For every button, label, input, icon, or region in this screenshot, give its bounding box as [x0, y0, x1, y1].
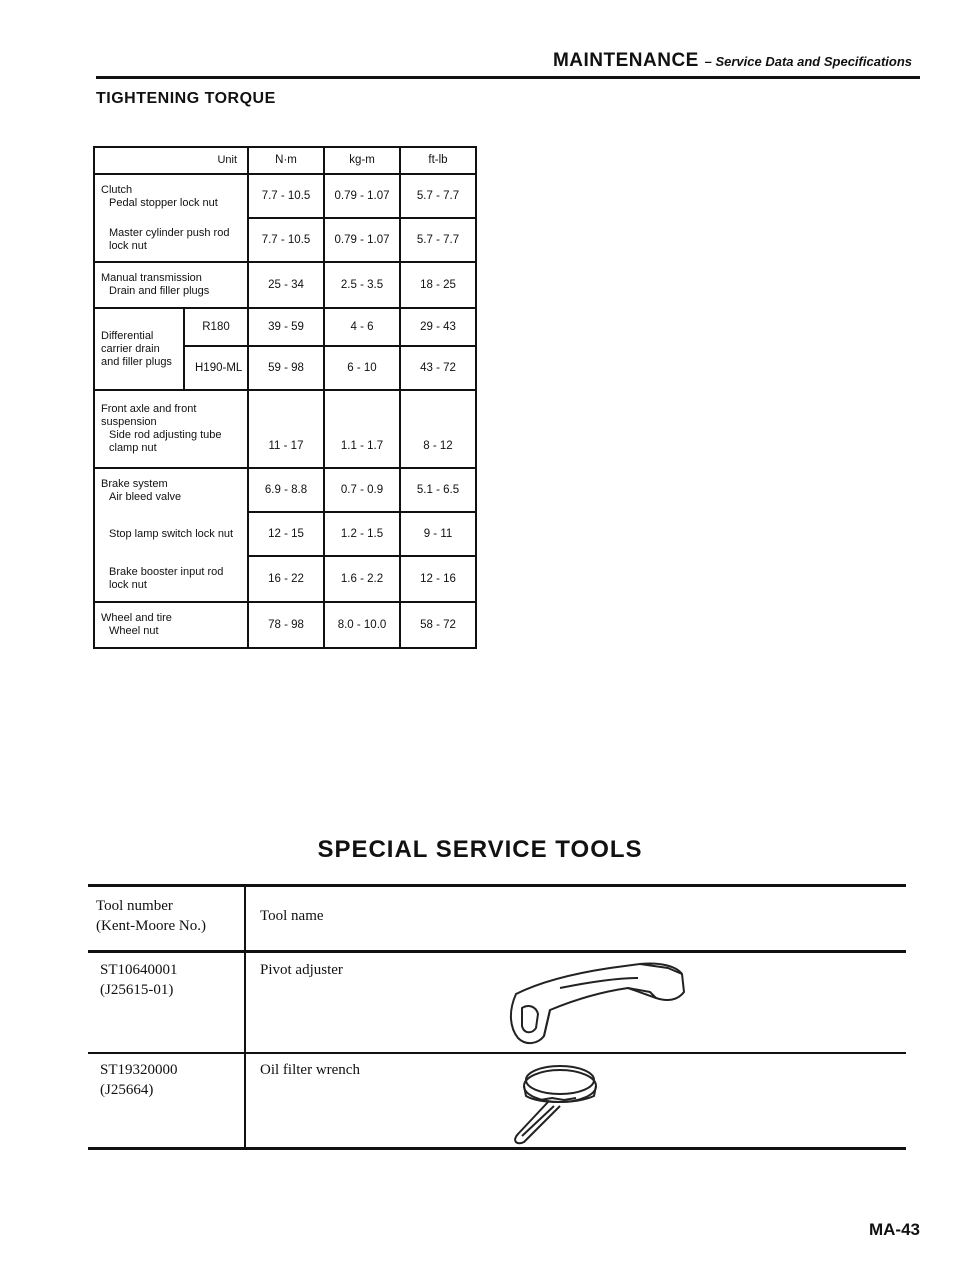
value-ftlb: 5.7 - 7.7	[400, 174, 476, 218]
item-brake-booster: Brake booster input rod lock nut	[94, 556, 248, 602]
value-ftlb: 5.7 - 7.7	[400, 218, 476, 262]
value-nm: 39 - 59	[248, 308, 324, 346]
value-nm: 7.7 - 10.5	[248, 218, 324, 262]
table-row	[94, 308, 476, 346]
divider	[88, 1052, 906, 1054]
value-nm: 7.7 - 10.5	[248, 174, 324, 218]
table-header-row	[94, 147, 476, 174]
nm-header: N·m	[248, 147, 324, 174]
value-nm: 12 - 15	[248, 512, 324, 556]
divider	[244, 884, 246, 1150]
value-ftlb: 29 - 43	[400, 308, 476, 346]
tool-number	[100, 1060, 178, 1100]
tightening-torque-title: TIGHTENING TORQUE	[96, 90, 276, 107]
row-label	[94, 262, 248, 308]
special-service-tools-title: SPECIAL SERVICE TOOLS	[317, 836, 643, 863]
value-kgm: 8.0 - 10.0	[324, 602, 400, 648]
value-nm: 6.9 - 8.8	[248, 468, 324, 512]
table-row	[94, 602, 476, 648]
page-header	[96, 46, 920, 79]
tool-number-header	[96, 896, 206, 936]
value-kgm: 1.2 - 1.5	[324, 512, 400, 556]
table-row	[94, 390, 476, 468]
divider	[88, 1147, 906, 1150]
value-kgm: 1.6 - 2.2	[324, 556, 400, 602]
ftlb-header: ft-lb	[400, 147, 476, 174]
divider	[88, 884, 906, 887]
page-number: MA-43	[868, 1220, 920, 1239]
tool-name: Pivot adjuster	[260, 962, 343, 978]
value-kgm: 2.5 - 3.5	[324, 262, 400, 308]
pivot-adjuster-illustration	[500, 952, 710, 1052]
value-nm: 11 - 17	[248, 390, 324, 468]
header-title	[553, 50, 912, 72]
tool-number-header-line2: (Kent-Moore No.)	[96, 918, 206, 934]
row-label	[94, 602, 248, 648]
kgm-header: kg-m	[324, 147, 400, 174]
tool-number-header-line1: Tool number	[96, 898, 173, 914]
table-row	[94, 262, 476, 308]
item-master-cylinder: Master cylinder push rod lock nut	[94, 218, 248, 262]
tool-number-value: ST10640001	[100, 962, 178, 978]
value-kgm: 0.79 - 1.07	[324, 174, 400, 218]
header-section: MAINTENANCE	[552, 50, 699, 71]
item-pedal-stopper: Pedal stopper lock nut	[109, 196, 218, 209]
tool-number	[100, 960, 178, 1000]
table-row	[94, 556, 476, 602]
group-wheel-tire: Wheel and tire	[101, 612, 172, 624]
value-ftlb: 58 - 72	[400, 602, 476, 648]
value-kgm: 6 - 10	[324, 346, 400, 390]
item-stop-lamp: Stop lamp switch lock nut	[94, 512, 248, 556]
value-ftlb: 8 - 12	[400, 390, 476, 468]
value-kgm: 4 - 6	[324, 308, 400, 346]
variant-r180: R180	[184, 308, 248, 346]
value-nm: 59 - 98	[248, 346, 324, 390]
value-ftlb: 12 - 16	[400, 556, 476, 602]
tool-name: Oil filter wrench	[260, 1062, 360, 1078]
variant-h190: H190-ML	[184, 346, 248, 390]
table-row	[94, 174, 476, 218]
value-ftlb: 5.1 - 6.5	[400, 468, 476, 512]
divider	[88, 950, 906, 953]
table-row	[94, 512, 476, 556]
tools-table	[88, 884, 906, 1150]
header-subtitle: – Service Data and Specifications	[704, 54, 912, 69]
kent-moore-number: (J25615-01)	[100, 982, 174, 998]
kent-moore-number: (J25664)	[100, 1082, 154, 1098]
table-row	[94, 468, 476, 512]
group-front-axle: Front axle and front suspension	[101, 403, 197, 428]
row-label	[94, 390, 248, 468]
item-wheel-nut: Wheel nut	[109, 625, 159, 637]
value-nm: 25 - 34	[248, 262, 324, 308]
group-manual-transmission: Manual transmission	[101, 272, 202, 284]
group-brake-system: Brake system	[101, 477, 168, 490]
value-kgm: 1.1 - 1.7	[324, 390, 400, 468]
torque-table	[93, 146, 477, 649]
value-nm: 16 - 22	[248, 556, 324, 602]
group-differential: Differential carrier drain and filler plugs	[94, 308, 184, 390]
group-clutch: Clutch	[101, 183, 133, 196]
value-nm: 78 - 98	[248, 602, 324, 648]
value-kgm: 0.79 - 1.07	[324, 218, 400, 262]
unit-header: Unit	[94, 147, 248, 174]
row-label	[94, 468, 248, 512]
item-air-bleed: Air bleed valve	[109, 490, 182, 503]
value-ftlb: 9 - 11	[400, 512, 476, 556]
tool-number-value: ST19320000	[100, 1062, 178, 1078]
item-side-rod: Side rod adjusting tube clamp nut	[109, 429, 222, 454]
value-kgm: 0.7 - 0.9	[324, 468, 400, 512]
value-ftlb: 43 - 72	[400, 346, 476, 390]
tool-name-header: Tool name	[260, 908, 324, 924]
row-label	[94, 174, 248, 218]
item-drain-filler: Drain and filler plugs	[109, 285, 210, 297]
value-ftlb: 18 - 25	[400, 262, 476, 308]
table-row	[94, 218, 476, 262]
oil-filter-wrench-illustration	[500, 1056, 610, 1148]
